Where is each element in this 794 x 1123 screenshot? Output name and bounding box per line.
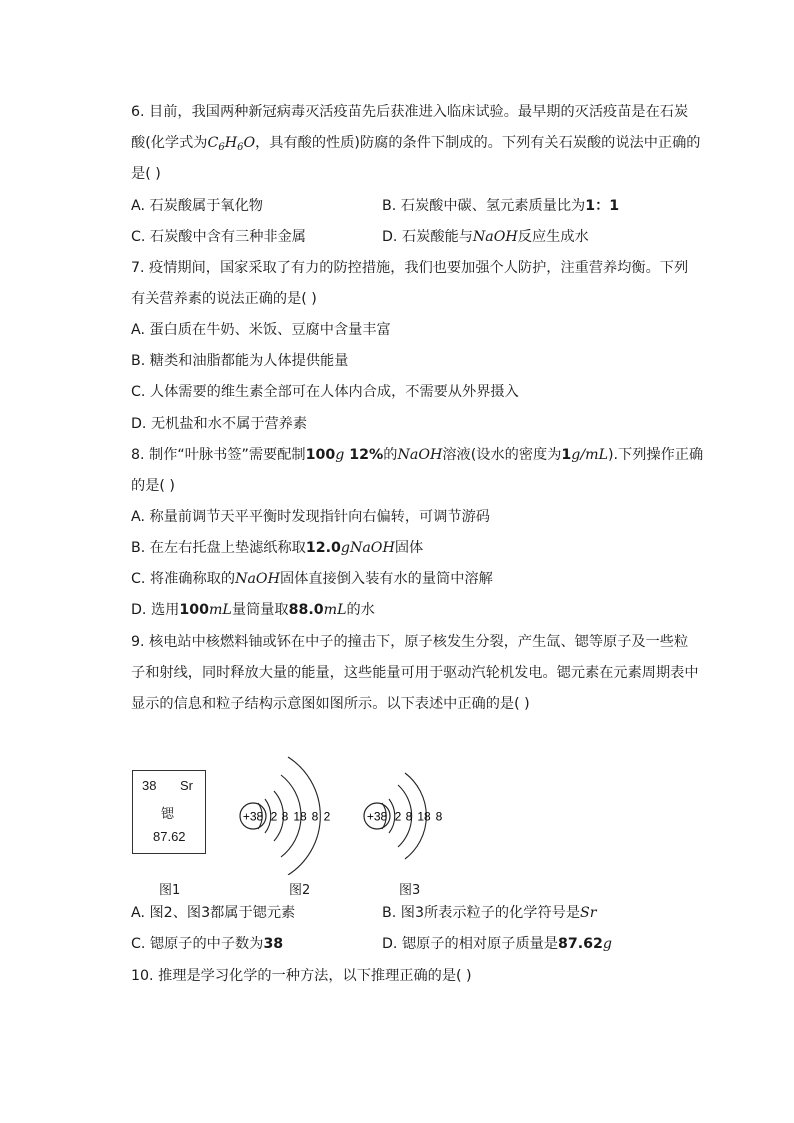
element-symbol: Sr: [180, 778, 193, 793]
q6-option-d[interactable]: D. 石炭酸能与NaOH反应生成水: [382, 229, 589, 245]
atom-structure-diagram: [230, 755, 350, 875]
q9-stem-line-3: 显示的信息和粒子结构示意图如图所示。以下表述中正确的是( ): [131, 696, 530, 712]
q9-option-a[interactable]: A. 图2、图3都属于锶元素: [131, 905, 296, 921]
figure-3-label: 图3: [399, 883, 421, 898]
q7-option-b[interactable]: B. 糖类和油脂都能为人体提供能量: [131, 353, 349, 369]
q7-option-d[interactable]: D. 无机盐和水不属于营养素: [131, 416, 308, 432]
figure-2-label: 图2: [289, 883, 311, 898]
fig2-shell-3: 18: [293, 809, 307, 824]
q9-stem-line-2: 子和射线，同时释放大量的能量，这些能量可用于驱动汽轮机发电。锶元素在元素周期表中: [131, 665, 699, 681]
q8-stem-line-1: 8. 制作“叶脉书签”需要配制100g 12%的NaOH溶液(设水的密度为1g/mL).下列操作正确: [131, 447, 704, 463]
q8-option-c[interactable]: C. 将准确称取的NaOH固体直接倒入装有水的量筒中溶解: [131, 571, 493, 587]
q9-option-b[interactable]: B. 图3所表示粒子的化学符号是Sr: [382, 905, 597, 921]
q6-option-a[interactable]: A. 石炭酸属于氧化物: [131, 198, 263, 214]
q8-option-a[interactable]: A. 称量前调节天平平衡时发现指针向右偏转，可调节游码: [131, 509, 490, 525]
q10-stem-line-1: 10. 推理是学习化学的一种方法，以下推理正确的是( ): [131, 968, 472, 984]
atomic-number: 38: [142, 778, 157, 793]
fig3-shell-4: 8: [435, 809, 443, 824]
fig2-shell-1: 2: [270, 809, 278, 824]
q8-option-b[interactable]: B. 在左右托盘上垫滤纸称取12.0gNaOH固体: [131, 540, 424, 556]
q7-stem-line-2: 有关营养素的说法正确的是( ): [131, 291, 317, 307]
fig2-shell-4: 8: [311, 809, 319, 824]
q9-option-c[interactable]: C. 锶原子的中子数为38: [131, 936, 284, 952]
nucleus-charge: +38: [366, 809, 388, 824]
q6-option-c[interactable]: C. 石炭酸中含有三种非金属: [131, 229, 306, 245]
element-name: 锶: [161, 806, 175, 821]
fig2-shell-2: 8: [281, 809, 289, 824]
q8-stem-line-2: 的是( ): [131, 478, 175, 494]
fig3-shell-3: 18: [417, 809, 431, 824]
q6-stem-line-3: 是( ): [131, 166, 161, 182]
q7-option-c[interactable]: C. 人体需要的维生素全部可在人体内合成，不需要从外界摄入: [131, 384, 519, 400]
periodic-table-cell: [132, 770, 206, 854]
nucleus-charge: +38: [242, 809, 264, 824]
q9-stem-line-1: 9. 核电站中核燃料铀或钚在中子的撞击下，原子核发生分裂，产生氙、锶等原子及一些粒: [131, 634, 689, 650]
q7-option-a[interactable]: A. 蛋白质在牛奶、米饭、豆腐中含量丰富: [131, 322, 391, 338]
fig3-shell-1: 2: [394, 809, 402, 824]
ion-structure-diagram: [354, 755, 454, 875]
atomic-mass: 87.62: [153, 829, 186, 844]
q9-option-d[interactable]: D. 锶原子的相对原子质量是87.62g: [382, 936, 612, 952]
phenol-formula: $C_6H_6O$: [207, 135, 256, 153]
q6-stem-line-1: 6. 目前，我国两种新冠病毒灭活疫苗先后获准进入临床试验。最早期的灭活疫苗是在石炭: [131, 104, 689, 120]
fig2-shell-5: 2: [323, 809, 331, 824]
q6-option-b[interactable]: B. 石炭酸中碳、氢元素质量比为1：1: [382, 198, 620, 214]
figure-1-label: 图1: [159, 883, 181, 898]
q7-stem-line-1: 7. 疫情期间，国家采取了有力的防控措施，我们也要加强个人防护，注重营养均衡。下列: [131, 260, 689, 276]
q6-stem-line-2: 酸(化学式为$C_6H_6O$，具有酸的性质)防腐的条件下制成的。下列有关石炭酸的说法中正确的: [131, 135, 701, 153]
q8-option-d[interactable]: D. 选用100mL量筒量取88.0mL的水: [131, 602, 375, 618]
fig3-shell-2: 8: [405, 809, 413, 824]
